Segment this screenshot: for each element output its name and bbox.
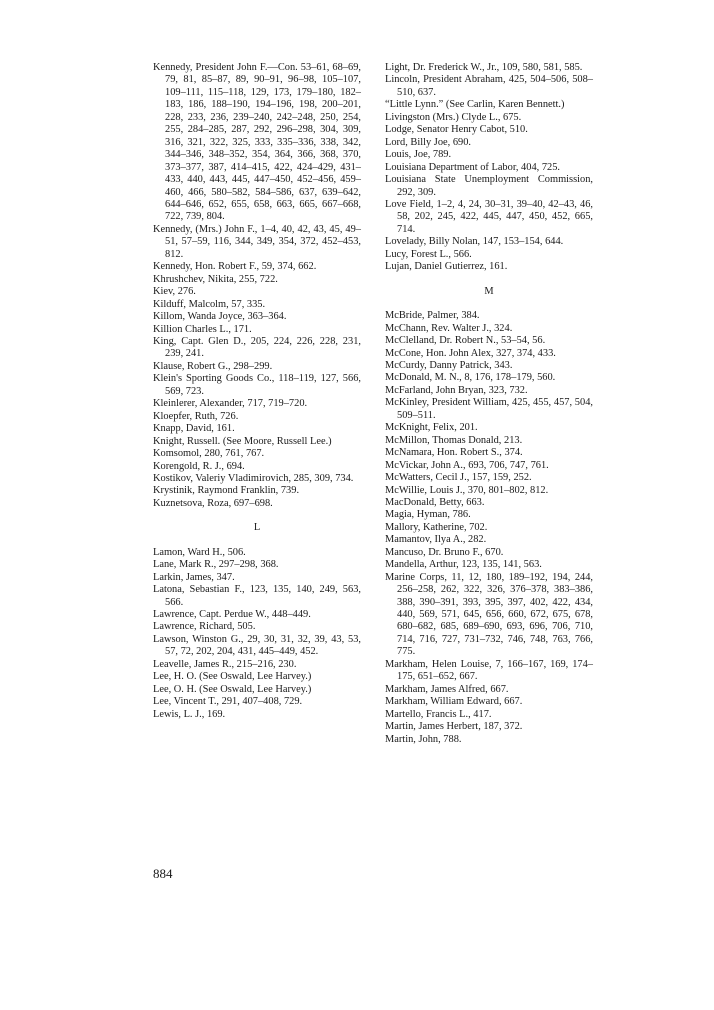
index-entry: McCurdy, Danny Patrick, 343. [385, 359, 513, 371]
index-entry: MacDonald, Betty, 663. [385, 496, 485, 508]
index-entry: Lee, O. H. (See Oswald, Lee Harvey.) [153, 683, 312, 695]
index-entry: Kuznetsova, Roza, 697–698. [153, 497, 273, 509]
index-entry: Louisiana State Unemployment Commission, 292, 309. [385, 174, 593, 198]
index-entry: McDonald, M. N., 8, 176, 178–179, 560. [385, 372, 556, 384]
index-entry: Klein's Sporting Goods Co., 118–119, 127, 566, 569, 723. [153, 373, 361, 397]
index-entry: Lawson, Winston G., 29, 30, 31, 32, 39, 43, 53, 57, 72, 202, 204, 431, 445–449, 452. [153, 633, 361, 658]
index-entry: McFarland, John Bryan, 323, 732. [385, 384, 528, 396]
section-letter-l: L [253, 522, 261, 534]
index-entry: Louisiana Department of Labor, 404, 725. [385, 161, 561, 173]
index-entry: Knapp, David, 161. [153, 423, 235, 435]
index-entry: McKinley, President William, 425, 455, 457, 504, 509–511. [385, 397, 593, 421]
index-entry: “Little Lynn.” (See Carlin, Karen Bennett.) [385, 99, 565, 111]
index-entry: Lord, Billy Joe, 690. [385, 136, 472, 148]
entries-l [153, 547, 361, 721]
index-entry: Lucy, Forest L., 566. [385, 248, 472, 260]
entries-m [385, 310, 593, 746]
index-entry: Komsomol, 280, 761, 767. [153, 448, 265, 460]
index-entry: Mamantov, Ilya A., 282. [385, 534, 487, 546]
index-entry: Kostikov, Valeriy Vladimirovich, 285, 309, 734. [153, 472, 354, 484]
index-entry: Lamon, Ward H., 506. [153, 546, 246, 558]
index-entry: Lincoln, President Abraham, 425, 504–506, 508–510, 637. [385, 74, 593, 98]
index-entry: Latona, Sebastian F., 123, 135, 140, 249, 563, 566. [153, 584, 361, 608]
index-entry: McWatters, Cecil J., 157, 159, 252. [385, 472, 532, 484]
index-entry: Lujan, Daniel Gutierrez, 161. [385, 261, 508, 273]
index-entry: McKnight, Felix, 201. [385, 422, 478, 434]
index-entry: Mancuso, Dr. Bruno F., 670. [385, 546, 504, 558]
index-entry: Larkin, James, 347. [153, 571, 235, 583]
index-entry: Killion Charles L., 171. [153, 323, 252, 335]
index-entry: Lee, H. O. (See Oswald, Lee Harvey.) [153, 671, 312, 683]
index-entry: Kilduff, Malcolm, 57, 335. [153, 298, 266, 310]
index-entry: McChann, Rev. Walter J., 324. [385, 322, 513, 334]
index-entry: Lawrence, Richard, 505. [153, 621, 256, 633]
index-entry: Khrushchev, Nikita, 255, 722. [153, 273, 278, 285]
index-entry: Martin, James Herbert, 187, 372. [385, 721, 523, 733]
section-letter-m: M [484, 285, 494, 297]
index-entry: Korengold, R. J., 694. [153, 460, 245, 472]
entries-k [153, 62, 361, 510]
index-entry: Marine Corps, 11, 12, 180, 189–192, 194, 244, 256–258, 262, 322, 326, 376–378, 383–386, 388, 390–391, 393, 395, 397, 402, 422, 434, 440, 569, 571, 645, 656, 660, 672, 675, 678, 680–682, 685, 689–690, 693, 696, 706, 710, 714, 716, 727, 731–732, 746, 748, 763, 766, 775. [385, 571, 593, 658]
index-entry: Magia, Hyman, 786. [385, 509, 471, 521]
index-entry: McVickar, John A., 693, 706, 747, 761. [385, 459, 549, 471]
index-entry: Martello, Francis L., 417. [385, 708, 492, 720]
index-entry: Lovelady, Billy Nolan, 147, 153–154, 644. [385, 236, 564, 248]
index-entry: Kiev, 276. [153, 286, 196, 298]
index-entry: King, Capt. Glen D., 205, 224, 226, 228, 231, 239, 241. [153, 335, 361, 360]
index-entry: McWillie, Louis J., 370, 801–802, 812. [385, 484, 549, 496]
entries-l-continued [385, 62, 593, 274]
index-entry: Kennedy, Hon. Robert F., 59, 374, 662. [153, 261, 317, 273]
index-entry: Lewis, L. J., 169. [153, 708, 226, 720]
index-entry: Kleinlerer, Alexander, 717, 719–720. [153, 398, 308, 410]
index-entry: Martin, John, 788. [385, 733, 462, 745]
left-column [153, 62, 361, 721]
index-entry: McCone, Hon. John Alex, 327, 374, 433. [385, 347, 556, 359]
index-entry: Kennedy, President John F.—Con. 53–61, 68–69, 79, 81, 85–87, 89, 90–91, 96–98, 105–107, 109–111, 115–118, 129, 173, 179–180, 182–183, 186, 188–190, 194–196, 198, 200–201, 228, 233, 236, 239–240, 242–248, 250, 254, 255, 284–285, 287, 292, 296–298, 304, 309, 316, 321, 322, 325, 333, 335–336, 338, 342, 344–346, 348–352, 354, 364, 366, 368, 370, 373–377, 387, 414–415, 422, 424–429, 431–433, 440, 443, 445, 447–450, 452–456, 459–460, 466, 580–582, 584–586, 637, 639–642, 644–646, 652, 655, 658, 663, 665, 667–668, 722, 739, 804. [153, 62, 361, 223]
index-entry: McClelland, Dr. Robert N., 53–54, 56. [385, 335, 546, 347]
index-entry: Lee, Vincent T., 291, 407–408, 729. [153, 696, 303, 708]
index-entry: Leavelle, James R., 215–216, 230. [153, 658, 297, 670]
index-entry: Louis, Joe, 789. [385, 149, 452, 161]
index-entry: Lane, Mark R., 297–298, 368. [153, 559, 279, 571]
index-entry: Kloepfer, Ruth, 726. [153, 410, 239, 422]
index-entry: Killom, Wanda Joyce, 363–364. [153, 311, 287, 323]
index-entry: Love Field, 1–2, 4, 24, 30–31, 39–40, 42–43, 46, 58, 202, 245, 422, 445, 447, 450, 452, 665, 714. [385, 198, 593, 235]
index-entry: Markham, Helen Louise, 7, 166–167, 169, 174–175, 651–652, 667. [385, 658, 593, 683]
index-entry: Lodge, Senator Henry Cabot, 510. [385, 124, 528, 136]
index-entry: Mandella, Arthur, 123, 135, 141, 563. [385, 559, 542, 571]
index-entry: Markham, William Edward, 667. [385, 696, 523, 708]
index-entry: Mallory, Katherine, 702. [385, 521, 488, 533]
index-entry: Kennedy, (Mrs.) John F., 1–4, 40, 42, 43, 45, 49–51, 57–59, 116, 344, 349, 354, 372, 452–453, 812. [153, 223, 361, 260]
right-column [385, 62, 593, 746]
index-entry: Klause, Robert G., 298–299. [153, 360, 273, 372]
index-entry: Knight, Russell. (See Moore, Russell Lee.) [153, 435, 332, 447]
index-entry: Krystinik, Raymond Franklin, 739. [153, 485, 300, 497]
page-number: 884 [153, 866, 173, 881]
index-entry: Livingston (Mrs.) Clyde L., 675. [385, 111, 522, 123]
index-entry: McMillon, Thomas Donald, 213. [385, 434, 523, 446]
index-entry: McBride, Palmer, 384. [385, 310, 480, 322]
index-entry: Markham, James Alfred, 667. [385, 683, 509, 695]
index-entry: Light, Dr. Frederick W., Jr., 109, 580, 581, 585. [385, 62, 583, 73]
index-entry: Lawrence, Capt. Perdue W., 448–449. [153, 609, 311, 621]
index-entry: McNamara, Hon. Robert S., 374. [385, 447, 523, 459]
